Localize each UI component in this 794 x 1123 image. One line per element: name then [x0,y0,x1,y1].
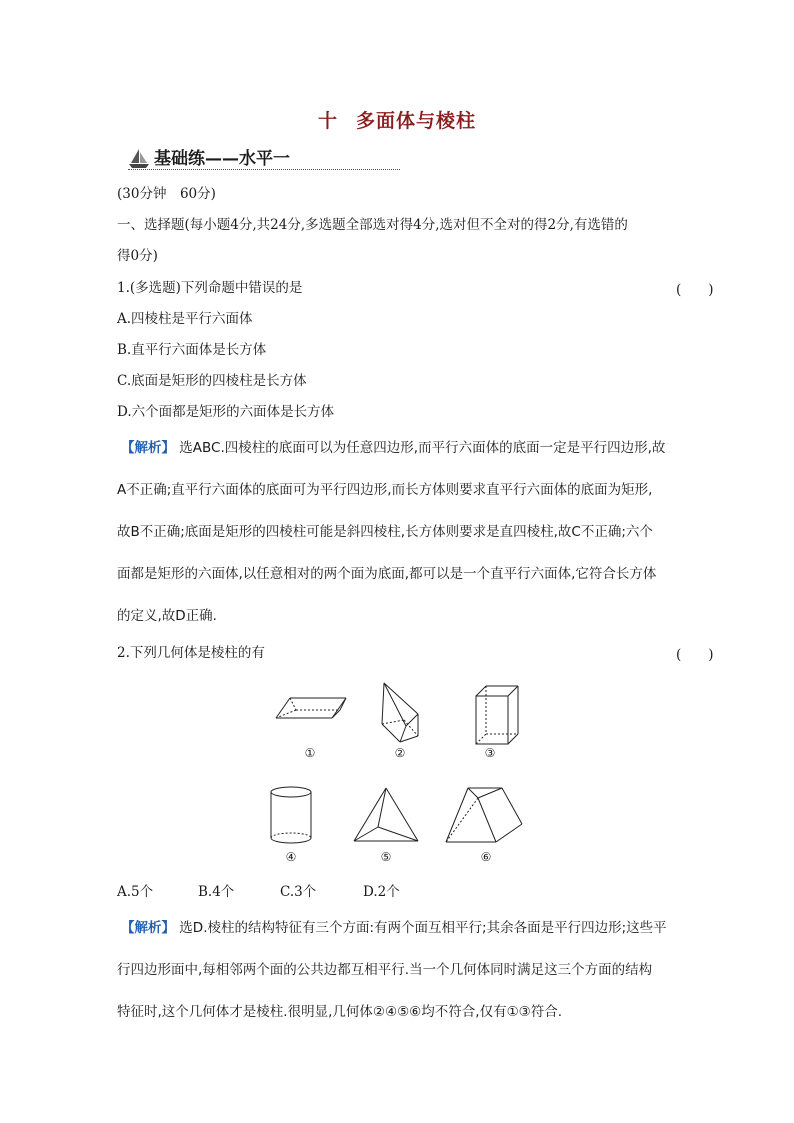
q2-option-d: D.2个 [363,884,400,900]
section-label: 基础练——水平一 [154,149,290,169]
q2-analysis-line-1: 【解析】 选D.棱柱的结构特征有三个方面:有两个面互相平行;其余各面是平行四边形;这些平 [121,920,667,936]
section-heading [128,146,290,170]
q2-option-a: A.5个 [117,884,154,900]
q1-answer-paren: ( ) [676,282,714,298]
q1-option-b: B.直平行六面体是长方体 [117,342,267,358]
figure-1-label: ① [304,746,316,760]
figure-3-rectangular-prism [470,682,524,748]
figure-5-pyramid [350,785,422,845]
q1-analysis-line-3: 故B不正确;底面是矩形的四棱柱可能是斜四棱柱,长方体则要求是直四棱柱,故C不正确;六个 [117,524,653,540]
q2-analysis-tag: 【解析】 [121,920,175,936]
q2-stem: 2.下列几何体是棱柱的有 [117,645,265,661]
figure-6-frustum [444,784,524,846]
title-text: 多面体与棱柱 [356,110,477,132]
q1-analysis-line-1: 【解析】 选ABC.四棱柱的底面可以为任意四边形,而平行六面体的底面一定是平行四边形,故 [121,440,666,456]
q2-analysis-line-3: 特征时,这个几何体才是棱柱.很明显,几何体②④⑤⑥均不符合,仅有①③符合. [117,1004,563,1020]
figure-4-cylinder [266,784,316,848]
section-divider [128,169,400,170]
instructions-line-2: 得0分) [117,248,158,264]
q2-options-row [117,882,400,902]
figure-3-label: ③ [484,746,496,760]
instructions-line-1: 一、选择题(每小题4分,共24分,多选题全部选对得4分,选对但不全对的得2分,有选错的 [117,217,628,233]
figure-2-irregular-solid [374,680,424,748]
time-score: (30分钟 60分) [117,186,216,202]
q1-option-d: D.六个面都是矩形的六面体是长方体 [117,404,335,420]
figure-1-triangular-prism [270,690,350,730]
q1-option-c: C.底面是矩形的四棱柱是长方体 [117,373,307,389]
figure-6-label: ⑥ [480,850,492,864]
q1-analysis-line-5: 的定义,故D正确. [117,608,217,624]
q2-answer-paren: ( ) [676,647,714,663]
q1-analysis-line-2: A不正确;直平行六面体的底面可为平行四边形,而长方体则要求直平行六面体的底面为矩形, [117,482,653,498]
q1-analysis-tag: 【解析】 [121,440,175,456]
q2-analysis-line-2: 行四边形面中,每相邻两个面的公共边都互相平行.当一个几何体同时满足这三个方面的结构 [117,962,653,978]
q1-analysis-line-4: 面都是矩形的六面体,以任意相对的两个面为底面,都可以是一个直平行六面体,它符合长方体 [117,566,657,582]
page-title [0,106,794,133]
figure-2-label: ② [394,746,406,760]
q1-stem: 1.(多选题)下列命题中错误的是 [117,280,303,296]
q2-option-b: B.4个 [198,884,235,900]
figure-4-label: ④ [285,850,297,864]
title-number: 十 [317,110,338,132]
q1-option-a: A.四棱柱是平行六面体 [117,311,253,327]
figure-5-label: ⑤ [380,850,392,864]
q2-option-c: C.3个 [280,884,317,900]
sailboat-icon [128,148,150,170]
